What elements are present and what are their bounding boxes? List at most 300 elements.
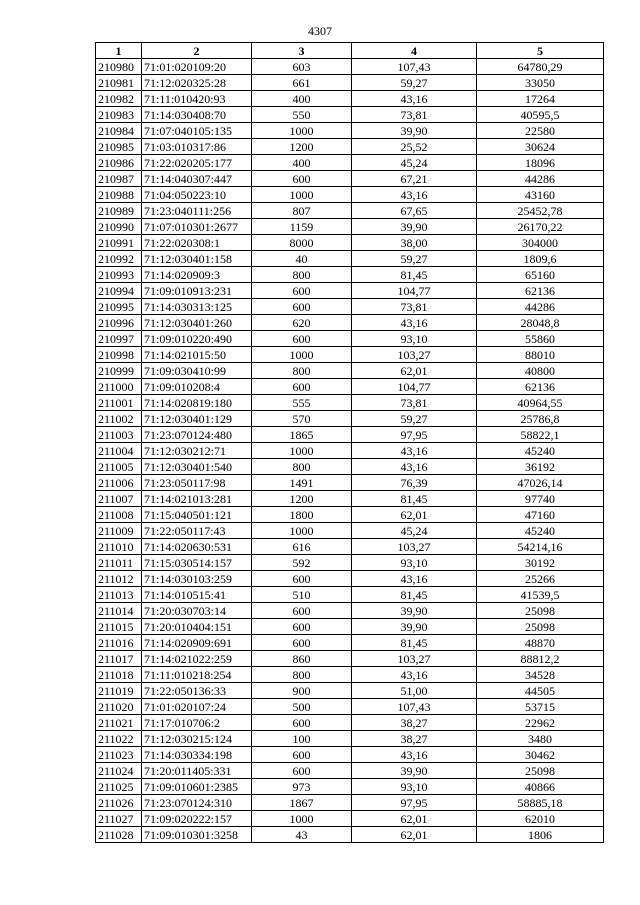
cadastral-number-cell: 71:09:010913:231 <box>142 283 252 299</box>
specific-value-cell: 107,43 <box>352 699 477 715</box>
specific-value-cell: 81,45 <box>352 587 477 603</box>
specific-value-cell: 73,81 <box>352 299 477 315</box>
table-row <box>96 603 604 619</box>
cadastral-number-cell: 71:01:020109:20 <box>142 59 252 75</box>
specific-value-cell: 51,00 <box>352 683 477 699</box>
cadastral-value-cell: 40866 <box>477 779 604 795</box>
table-row <box>96 427 604 443</box>
area-cell: 807 <box>252 203 352 219</box>
row-number-cell: 210987 <box>96 171 142 187</box>
area-cell: 43 <box>252 827 352 843</box>
cadastral-value-cell: 30624 <box>477 139 604 155</box>
table-row <box>96 635 604 651</box>
area-cell: 600 <box>252 763 352 779</box>
table-row <box>96 315 604 331</box>
cadastral-value-cell: 25098 <box>477 619 604 635</box>
cadastral-value-cell: 88010 <box>477 347 604 363</box>
cadastral-value-cell: 18096 <box>477 155 604 171</box>
area-cell: 550 <box>252 107 352 123</box>
table-row <box>96 251 604 267</box>
cadastral-value-cell: 53715 <box>477 699 604 715</box>
area-cell: 570 <box>252 411 352 427</box>
cadastral-value-cell: 40595,5 <box>477 107 604 123</box>
specific-value-cell: 43,16 <box>352 459 477 475</box>
cadastral-number-cell: 71:14:030313:125 <box>142 299 252 315</box>
cadastral-value-cell: 88812,2 <box>477 651 604 667</box>
table-row <box>96 443 604 459</box>
row-number-cell: 210991 <box>96 235 142 251</box>
table-row <box>96 667 604 683</box>
cadastral-number-cell: 71:14:030334:198 <box>142 747 252 763</box>
specific-value-cell: 45,24 <box>352 155 477 171</box>
specific-value-cell: 43,16 <box>352 187 477 203</box>
cadastral-number-cell: 71:20:030703:14 <box>142 603 252 619</box>
specific-value-cell: 38,27 <box>352 715 477 731</box>
table-row <box>96 123 604 139</box>
area-cell: 1867 <box>252 795 352 811</box>
specific-value-cell: 81,45 <box>352 635 477 651</box>
cadastral-number-cell: 71:11:010420:93 <box>142 91 252 107</box>
area-cell: 500 <box>252 699 352 715</box>
table-row <box>96 459 604 475</box>
table-row <box>96 75 604 91</box>
row-number-cell: 210989 <box>96 203 142 219</box>
cadastral-number-cell: 71:09:010208:4 <box>142 379 252 395</box>
row-number-cell: 211013 <box>96 587 142 603</box>
cadastral-number-cell: 71:12:030401:540 <box>142 459 252 475</box>
row-number-cell: 211028 <box>96 827 142 843</box>
specific-value-cell: 39,90 <box>352 123 477 139</box>
row-number-cell: 211023 <box>96 747 142 763</box>
cadastral-number-cell: 71:03:010317:86 <box>142 139 252 155</box>
area-cell: 1000 <box>252 347 352 363</box>
table-row <box>96 795 604 811</box>
row-number-cell: 211012 <box>96 571 142 587</box>
specific-value-cell: 43,16 <box>352 443 477 459</box>
cadastral-number-cell: 71:23:040111:256 <box>142 203 252 219</box>
cadastral-number-cell: 71:01:020107:24 <box>142 699 252 715</box>
cadastral-value-cell: 65160 <box>477 267 604 283</box>
area-cell: 600 <box>252 331 352 347</box>
table-row <box>96 523 604 539</box>
area-cell: 1200 <box>252 491 352 507</box>
cadastral-number-cell: 71:15:040501:121 <box>142 507 252 523</box>
specific-value-cell: 59,27 <box>352 75 477 91</box>
cadastral-value-cell: 304000 <box>477 235 604 251</box>
area-cell: 600 <box>252 603 352 619</box>
area-cell: 661 <box>252 75 352 91</box>
area-cell: 600 <box>252 715 352 731</box>
cadastral-number-cell: 71:20:011405:331 <box>142 763 252 779</box>
specific-value-cell: 81,45 <box>352 491 477 507</box>
table-row <box>96 651 604 667</box>
cadastral-value-cell: 34528 <box>477 667 604 683</box>
table-row <box>96 347 604 363</box>
specific-value-cell: 59,27 <box>352 411 477 427</box>
specific-value-cell: 38,00 <box>352 235 477 251</box>
area-cell: 600 <box>252 635 352 651</box>
cadastral-value-cell: 47160 <box>477 507 604 523</box>
specific-value-cell: 62,01 <box>352 811 477 827</box>
cadastral-value-cell: 17264 <box>477 91 604 107</box>
specific-value-cell: 43,16 <box>352 747 477 763</box>
cadastral-value-cell: 62136 <box>477 379 604 395</box>
table-row <box>96 619 604 635</box>
table-row <box>96 171 604 187</box>
row-number-cell: 210982 <box>96 91 142 107</box>
cadastral-number-cell: 71:14:021015:50 <box>142 347 252 363</box>
table-row <box>96 491 604 507</box>
area-cell: 600 <box>252 171 352 187</box>
cadastral-value-cell: 45240 <box>477 443 604 459</box>
cadastral-number-cell: 71:12:020325:28 <box>142 75 252 91</box>
table-row <box>96 203 604 219</box>
specific-value-cell: 39,90 <box>352 619 477 635</box>
cadastral-number-cell: 71:15:030514:157 <box>142 555 252 571</box>
row-number-cell: 211015 <box>96 619 142 635</box>
cadastral-value-cell: 22962 <box>477 715 604 731</box>
cadastral-number-cell: 71:17:010706:2 <box>142 715 252 731</box>
specific-value-cell: 39,90 <box>352 219 477 235</box>
specific-value-cell: 97,95 <box>352 427 477 443</box>
row-number-cell: 211005 <box>96 459 142 475</box>
table-row <box>96 107 604 123</box>
column-header-4: 4 <box>352 43 477 59</box>
cadastral-value-cell: 1809,6 <box>477 251 604 267</box>
cadastral-value-cell: 64780,29 <box>477 59 604 75</box>
specific-value-cell: 104,77 <box>352 379 477 395</box>
cadastral-number-cell: 71:14:020909:691 <box>142 635 252 651</box>
area-cell: 600 <box>252 747 352 763</box>
row-number-cell: 211022 <box>96 731 142 747</box>
row-number-cell: 211014 <box>96 603 142 619</box>
row-number-cell: 211004 <box>96 443 142 459</box>
specific-value-cell: 73,81 <box>352 107 477 123</box>
specific-value-cell: 62,01 <box>352 507 477 523</box>
cadastral-value-cell: 36192 <box>477 459 604 475</box>
table-row <box>96 779 604 795</box>
cadastral-value-cell: 1806 <box>477 827 604 843</box>
specific-value-cell: 93,10 <box>352 779 477 795</box>
specific-value-cell: 93,10 <box>352 555 477 571</box>
cadastral-number-cell: 71:22:050117:43 <box>142 523 252 539</box>
cadastral-value-cell: 25098 <box>477 763 604 779</box>
table-body <box>96 59 604 843</box>
table-row <box>96 363 604 379</box>
cadastral-number-cell: 71:12:030401:129 <box>142 411 252 427</box>
cadastral-number-cell: 71:14:040307:447 <box>142 171 252 187</box>
specific-value-cell: 39,90 <box>352 603 477 619</box>
row-number-cell: 211009 <box>96 523 142 539</box>
table-row <box>96 539 604 555</box>
cadastral-value-cell: 97740 <box>477 491 604 507</box>
page-number: 4307 <box>308 24 332 38</box>
area-cell: 600 <box>252 283 352 299</box>
specific-value-cell: 43,16 <box>352 667 477 683</box>
cadastral-number-cell: 71:12:030212:71 <box>142 443 252 459</box>
specific-value-cell: 59,27 <box>352 251 477 267</box>
cadastral-value-cell: 44286 <box>477 171 604 187</box>
column-header-2: 2 <box>142 43 252 59</box>
specific-value-cell: 103,27 <box>352 347 477 363</box>
area-cell: 800 <box>252 267 352 283</box>
row-number-cell: 210990 <box>96 219 142 235</box>
specific-value-cell: 67,21 <box>352 171 477 187</box>
cadastral-value-cell: 3480 <box>477 731 604 747</box>
row-number-cell: 210986 <box>96 155 142 171</box>
cadastral-value-cell: 30192 <box>477 555 604 571</box>
cadastral-number-cell: 71:12:030215:124 <box>142 731 252 747</box>
cadastral-value-cell: 62136 <box>477 283 604 299</box>
area-cell: 100 <box>252 731 352 747</box>
cadastral-value-cell: 33050 <box>477 75 604 91</box>
table-row <box>96 331 604 347</box>
cadastral-value-cell: 55860 <box>477 331 604 347</box>
area-cell: 1200 <box>252 139 352 155</box>
row-number-cell: 210983 <box>96 107 142 123</box>
cadastral-number-cell: 71:11:010218:254 <box>142 667 252 683</box>
cadastral-number-cell: 71:14:020630:531 <box>142 539 252 555</box>
row-number-cell: 211008 <box>96 507 142 523</box>
row-number-cell: 211007 <box>96 491 142 507</box>
row-number-cell: 210999 <box>96 363 142 379</box>
cadastral-number-cell: 71:09:010301:3258 <box>142 827 252 843</box>
cadastral-number-cell: 71:09:010601:2385 <box>142 779 252 795</box>
area-cell: 1000 <box>252 187 352 203</box>
area-cell: 1000 <box>252 523 352 539</box>
cadastral-value-cell: 43160 <box>477 187 604 203</box>
specific-value-cell: 103,27 <box>352 651 477 667</box>
area-cell: 620 <box>252 315 352 331</box>
area-cell: 510 <box>252 587 352 603</box>
cadastral-number-cell: 71:14:030103:259 <box>142 571 252 587</box>
row-number-cell: 211021 <box>96 715 142 731</box>
row-number-cell: 210994 <box>96 283 142 299</box>
table-row <box>96 699 604 715</box>
cadastral-value-cell: 40964,55 <box>477 395 604 411</box>
specific-value-cell: 62,01 <box>352 363 477 379</box>
area-cell: 600 <box>252 299 352 315</box>
row-number-cell: 210988 <box>96 187 142 203</box>
row-number-cell: 211006 <box>96 475 142 491</box>
row-number-cell: 211001 <box>96 395 142 411</box>
table-row <box>96 59 604 75</box>
row-number-cell: 211019 <box>96 683 142 699</box>
specific-value-cell: 38,27 <box>352 731 477 747</box>
table-row <box>96 91 604 107</box>
specific-value-cell: 43,16 <box>352 571 477 587</box>
specific-value-cell: 76,39 <box>352 475 477 491</box>
cadastral-number-cell: 71:22:020205:177 <box>142 155 252 171</box>
row-number-cell: 210985 <box>96 139 142 155</box>
area-cell: 1865 <box>252 427 352 443</box>
area-cell: 1491 <box>252 475 352 491</box>
table-row <box>96 827 604 843</box>
row-number-cell: 211027 <box>96 811 142 827</box>
area-cell: 860 <box>252 651 352 667</box>
cadastral-number-cell: 71:14:020819:180 <box>142 395 252 411</box>
area-cell: 800 <box>252 459 352 475</box>
cadastral-number-cell: 71:23:070124:480 <box>142 427 252 443</box>
area-cell: 600 <box>252 379 352 395</box>
cadastral-value-cell: 45240 <box>477 523 604 539</box>
table-row <box>96 715 604 731</box>
cadastral-number-cell: 71:22:050136:33 <box>142 683 252 699</box>
specific-value-cell: 97,95 <box>352 795 477 811</box>
table-row <box>96 731 604 747</box>
table-row <box>96 555 604 571</box>
row-number-cell: 211017 <box>96 651 142 667</box>
table-row <box>96 187 604 203</box>
row-number-cell: 210998 <box>96 347 142 363</box>
cadastral-number-cell: 71:20:010404:151 <box>142 619 252 635</box>
cadastral-value-cell: 25786,8 <box>477 411 604 427</box>
specific-value-cell: 39,90 <box>352 763 477 779</box>
column-header-1: 1 <box>96 43 142 59</box>
cadastral-value-cell: 47026,14 <box>477 475 604 491</box>
cadastral-number-cell: 71:04:050223:10 <box>142 187 252 203</box>
cadastral-number-cell: 71:14:021022:259 <box>142 651 252 667</box>
row-number-cell: 211016 <box>96 635 142 651</box>
row-number-cell: 211002 <box>96 411 142 427</box>
specific-value-cell: 43,16 <box>352 315 477 331</box>
specific-value-cell: 62,01 <box>352 827 477 843</box>
specific-value-cell: 81,45 <box>352 267 477 283</box>
table-row <box>96 219 604 235</box>
cadastral-value-cell: 40800 <box>477 363 604 379</box>
row-number-cell: 210992 <box>96 251 142 267</box>
area-cell: 600 <box>252 619 352 635</box>
cadastral-value-cell: 48870 <box>477 635 604 651</box>
row-number-cell: 210981 <box>96 75 142 91</box>
cadastral-number-cell: 71:09:020222:157 <box>142 811 252 827</box>
row-number-cell: 211010 <box>96 539 142 555</box>
cadastral-value-cell: 26170,22 <box>477 219 604 235</box>
area-cell: 400 <box>252 155 352 171</box>
row-number-cell: 210995 <box>96 299 142 315</box>
cadastral-value-cell: 25452,78 <box>477 203 604 219</box>
specific-value-cell: 43,16 <box>352 91 477 107</box>
table-row <box>96 395 604 411</box>
specific-value-cell: 107,43 <box>352 59 477 75</box>
area-cell: 800 <box>252 667 352 683</box>
row-number-cell: 210993 <box>96 267 142 283</box>
specific-value-cell: 104,77 <box>352 283 477 299</box>
table-row <box>96 571 604 587</box>
column-header-5: 5 <box>477 43 604 59</box>
row-number-cell: 211025 <box>96 779 142 795</box>
area-cell: 600 <box>252 571 352 587</box>
table-row <box>96 507 604 523</box>
row-number-cell: 211018 <box>96 667 142 683</box>
cadastral-number-cell: 71:14:010515:41 <box>142 587 252 603</box>
cadastral-number-cell: 71:22:020308:1 <box>142 235 252 251</box>
cadastral-value-cell: 58885,18 <box>477 795 604 811</box>
column-header-3: 3 <box>252 43 352 59</box>
table-row <box>96 475 604 491</box>
cadastral-value-cell: 25266 <box>477 571 604 587</box>
row-number-cell: 211026 <box>96 795 142 811</box>
cadastral-value-cell: 41539,5 <box>477 587 604 603</box>
cadastral-number-cell: 71:12:030401:158 <box>142 251 252 267</box>
cadastral-number-cell: 71:14:020909:3 <box>142 267 252 283</box>
row-number-cell: 210984 <box>96 123 142 139</box>
row-number-cell: 210980 <box>96 59 142 75</box>
cadastral-value-table <box>95 42 604 843</box>
cadastral-number-cell: 71:07:010301:2677 <box>142 219 252 235</box>
cadastral-number-cell: 71:09:010220:490 <box>142 331 252 347</box>
area-cell: 592 <box>252 555 352 571</box>
area-cell: 616 <box>252 539 352 555</box>
row-number-cell: 210996 <box>96 315 142 331</box>
cadastral-value-cell: 58822,1 <box>477 427 604 443</box>
area-cell: 8000 <box>252 235 352 251</box>
row-number-cell: 211024 <box>96 763 142 779</box>
area-cell: 400 <box>252 91 352 107</box>
area-cell: 555 <box>252 395 352 411</box>
area-cell: 1000 <box>252 811 352 827</box>
area-cell: 800 <box>252 363 352 379</box>
cadastral-number-cell: 71:12:030401:260 <box>142 315 252 331</box>
table-row <box>96 267 604 283</box>
table-row <box>96 299 604 315</box>
row-number-cell: 211000 <box>96 379 142 395</box>
area-cell: 1000 <box>252 123 352 139</box>
table-header <box>96 43 604 59</box>
row-number-cell: 211020 <box>96 699 142 715</box>
cadastral-number-cell: 71:14:021013:281 <box>142 491 252 507</box>
table-row <box>96 411 604 427</box>
specific-value-cell: 73,81 <box>352 395 477 411</box>
area-cell: 973 <box>252 779 352 795</box>
cadastral-number-cell: 71:23:050117:98 <box>142 475 252 491</box>
area-cell: 603 <box>252 59 352 75</box>
specific-value-cell: 93,10 <box>352 331 477 347</box>
area-cell: 1159 <box>252 219 352 235</box>
table-row <box>96 747 604 763</box>
cadastral-number-cell: 71:23:070124:310 <box>142 795 252 811</box>
table-row <box>96 139 604 155</box>
cadastral-value-cell: 25098 <box>477 603 604 619</box>
cadastral-number-cell: 71:07:040105:135 <box>142 123 252 139</box>
cadastral-value-cell: 44505 <box>477 683 604 699</box>
cadastral-value-cell: 62010 <box>477 811 604 827</box>
table-row <box>96 811 604 827</box>
header-row <box>96 43 604 59</box>
row-number-cell: 210997 <box>96 331 142 347</box>
table-row <box>96 587 604 603</box>
specific-value-cell: 25,52 <box>352 139 477 155</box>
table-row <box>96 683 604 699</box>
area-cell: 900 <box>252 683 352 699</box>
cadastral-value-cell: 44286 <box>477 299 604 315</box>
table-row <box>96 379 604 395</box>
area-cell: 1800 <box>252 507 352 523</box>
table-row <box>96 283 604 299</box>
specific-value-cell: 103,27 <box>352 539 477 555</box>
cadastral-number-cell: 71:09:030410:99 <box>142 363 252 379</box>
area-cell: 1000 <box>252 443 352 459</box>
cadastral-value-cell: 30462 <box>477 747 604 763</box>
area-cell: 40 <box>252 251 352 267</box>
specific-value-cell: 45,24 <box>352 523 477 539</box>
table-row <box>96 763 604 779</box>
table-row <box>96 235 604 251</box>
specific-value-cell: 67,65 <box>352 203 477 219</box>
cadastral-value-cell: 22580 <box>477 123 604 139</box>
row-number-cell: 211011 <box>96 555 142 571</box>
cadastral-value-cell: 28048,8 <box>477 315 604 331</box>
